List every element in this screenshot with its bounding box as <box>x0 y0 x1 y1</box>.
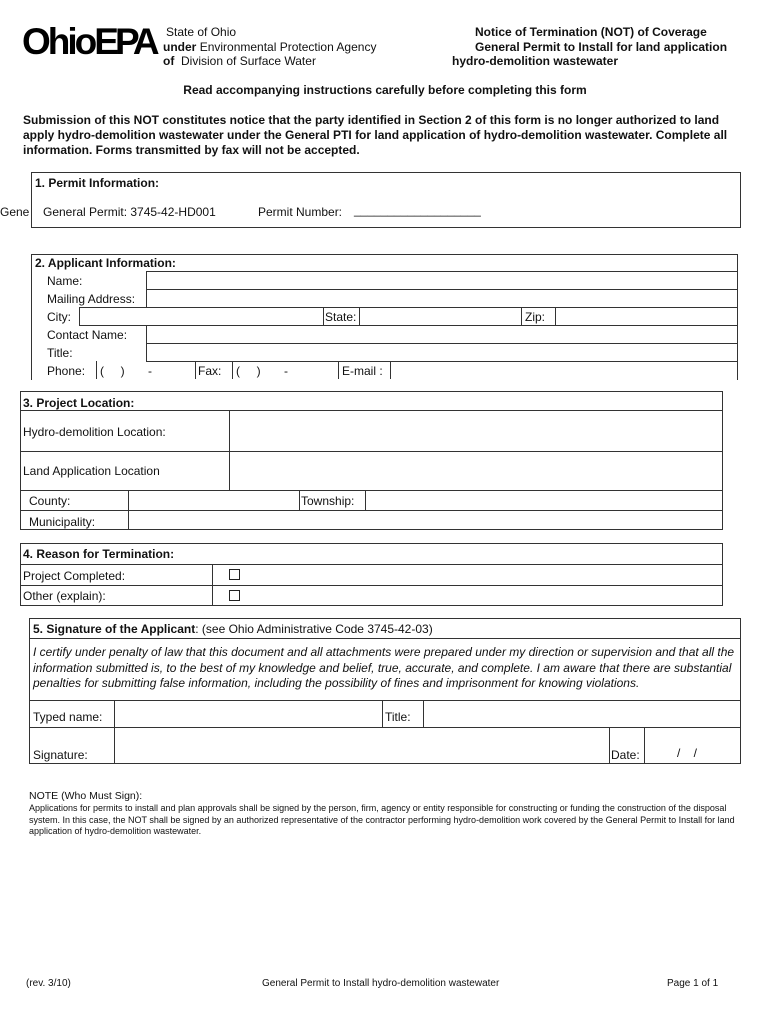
permit-number-field[interactable]: ___________________ <box>354 203 481 217</box>
cutoff-text: Gene <box>0 205 30 219</box>
agency-line-3: Division of Surface Water <box>181 54 316 68</box>
fax-label: Fax: <box>198 364 222 378</box>
agency-line-2: Environmental Protection Agency <box>199 39 377 54</box>
section-3-title: 3. Project Location: <box>23 396 135 410</box>
notice-line-1: Notice of Termination (NOT) of Coverage <box>475 25 707 39</box>
reason-project-completed-label: Project Completed: <box>23 569 126 583</box>
phone-label: Phone: <box>47 364 86 378</box>
project-completed-checkbox[interactable] <box>229 569 240 580</box>
hydro-location-field[interactable] <box>230 411 722 450</box>
general-permit-number: General Permit: 3745-42-HD001 <box>43 205 216 219</box>
note-title: NOTE (Who Must Sign): <box>29 790 143 802</box>
typed-name-field[interactable] <box>115 701 381 726</box>
county-label: County: <box>29 494 71 508</box>
fax-field[interactable]: ( ) - <box>236 364 288 378</box>
title-label: Title: <box>47 346 73 360</box>
city-field[interactable] <box>80 308 322 325</box>
name-field[interactable] <box>147 272 737 289</box>
signer-title-field[interactable] <box>424 701 740 726</box>
other-checkbox[interactable] <box>229 590 240 601</box>
township-label: Township: <box>301 494 355 508</box>
state-label: State: <box>325 310 357 324</box>
section-5-title: 5. Signature of the Applicant <box>33 622 196 636</box>
section-5-heading <box>33 622 433 636</box>
mailing-address-label: Mailing Address: <box>47 292 136 306</box>
agency-block <box>163 25 423 69</box>
title-field[interactable] <box>147 344 737 361</box>
permit-number-label: Permit Number: <box>258 205 343 219</box>
intro-paragraph: Submission of this NOT constitutes notice that the party identified in Section 2 of this form is no longer authorized to land apply hydro-demolition wastewater under the General PTI for land application of hydro-demolition wastewater. Complete all information. Forms transmitted by fax will not be accepted. <box>23 113 728 157</box>
notice-line-3: hydro-demolition wastewater <box>452 54 619 68</box>
signer-title-label: Title: <box>385 710 411 724</box>
section-4-title: 4. Reason for Termination: <box>23 547 175 561</box>
date-label: Date: <box>611 748 640 762</box>
date-field[interactable]: / / <box>677 746 698 760</box>
email-label: E-mail : <box>342 364 383 378</box>
municipality-label: Municipality: <box>29 515 96 529</box>
name-label: Name: <box>47 274 83 288</box>
instructions-line: Read accompanying instructions carefully before completing this form <box>183 83 587 97</box>
agency-under: under <box>163 39 197 54</box>
signature-label: Signature: <box>33 748 88 762</box>
land-application-label: Land Application Location <box>23 464 160 478</box>
certification-statement: I certify under penalty of law that this document and all attachments were prepared under my direction or supervision and that all the information submitted is, to the best of my knowledge and belief, true, accurate, and complete. I am aware that there are substantial penalties for submitting false information, including the possibility of fines and imprisonment for knowing violations. <box>33 645 735 690</box>
section-5-title-suffix: : (see Ohio Administrative Code 3745-42-03) <box>195 622 433 636</box>
footer-title: General Permit to Install hydro-demolition wastewater <box>262 978 500 989</box>
city-label: City: <box>47 310 71 324</box>
notice-line-2: General Permit to Install for land application <box>475 39 728 54</box>
municipality-field[interactable] <box>129 511 722 529</box>
land-application-field[interactable] <box>230 452 722 489</box>
notice-title-block <box>440 25 750 69</box>
footer-page-number: Page 1 of 1 <box>667 978 719 989</box>
agency-line-1: State of Ohio <box>166 25 237 39</box>
hydro-location-label: Hydro-demolition Location: <box>23 425 166 439</box>
township-field[interactable] <box>366 491 722 509</box>
ohio-epa-logo: OhioEPA <box>22 21 156 62</box>
section-1-title: 1. Permit Information: <box>35 176 160 190</box>
section-2-title: 2. Applicant Information: <box>35 256 176 270</box>
agency-of: of <box>163 54 175 68</box>
contact-name-label: Contact Name: <box>47 328 128 342</box>
note-body: Applications for permits to install and plan approvals shall be signed by the person, firm, agency or entity responsible for constructing or funding the construction of the disposal system. In this case, the NOT shall be signed by an authorized representative of the contractor performing hydro-demolition work covered by the General Permit to Install for land application of hydro-demolition wastewater. <box>29 803 735 836</box>
signature-field[interactable] <box>115 728 608 763</box>
county-field[interactable] <box>129 491 298 509</box>
email-field[interactable] <box>391 362 737 379</box>
reason-other-label: Other (explain): <box>23 589 106 603</box>
footer-revision: (rev. 3/10) <box>26 978 71 989</box>
typed-name-label: Typed name: <box>33 710 103 724</box>
contact-name-field[interactable] <box>147 326 737 343</box>
mailing-address-field[interactable] <box>147 290 737 307</box>
zip-field[interactable] <box>556 308 737 325</box>
phone-field[interactable]: ( ) - <box>100 364 152 378</box>
state-field[interactable] <box>360 308 520 325</box>
zip-label: Zip: <box>525 310 546 324</box>
